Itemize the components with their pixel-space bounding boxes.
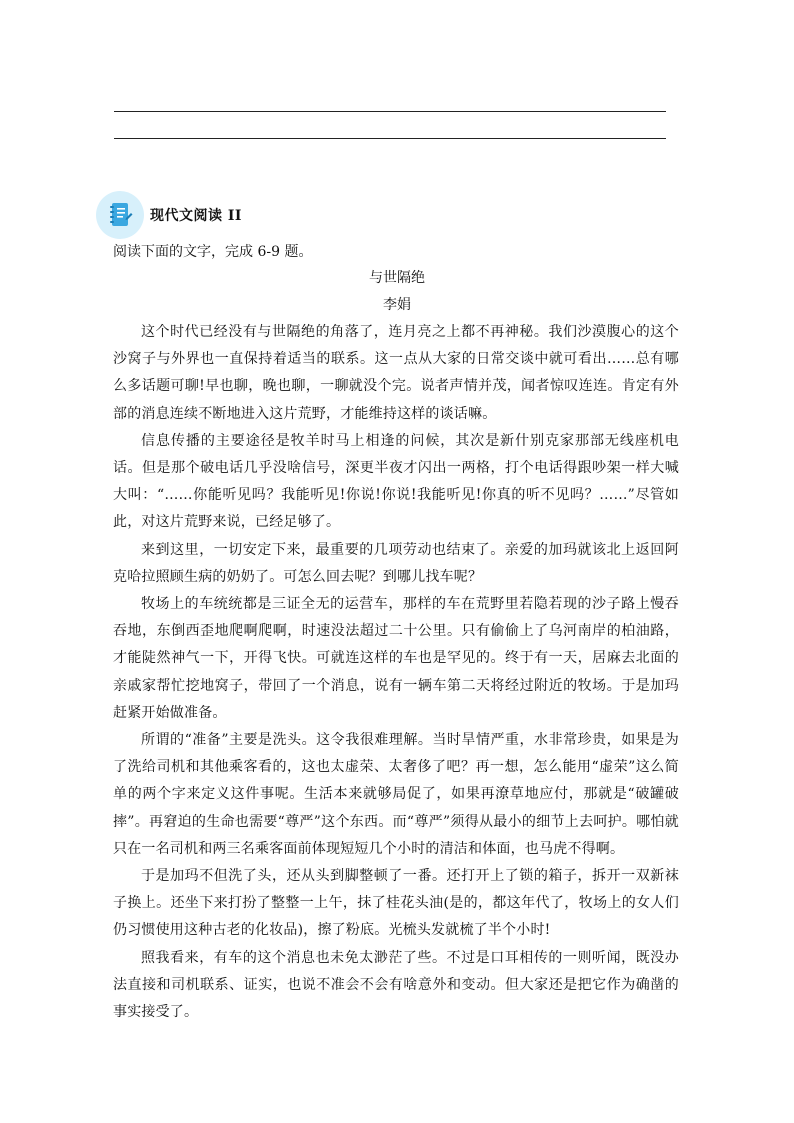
article-author: 李娟 bbox=[383, 297, 411, 313]
article-paragraph: 来到这里，一切安定下来，最重要的几项劳动也结束了。亲爱的加玛就该北上返回阿克哈拉照顾生病的奶奶了。可怎么回去呢？到哪儿找车呢？ bbox=[113, 541, 679, 585]
section-title: 现代文阅读 II bbox=[150, 208, 242, 224]
answer-line-1 bbox=[114, 111, 666, 112]
section-header bbox=[96, 190, 242, 240]
article-body bbox=[113, 319, 679, 1026]
section-badge bbox=[96, 191, 144, 239]
article-paragraph: 这个时代已经没有与世隔绝的角落了，连月亮之上都不再神秘。我们沙漠腹心的这个沙窝子与外界也一直保持着适当的联系。这一点从大家的日常交谈中就可看出……总有哪么多话题可聊!早也聊，晚也聊，一聊就没个完。说者声情并茂，闻者惊叹连连。肯定有外部的消息连续不断地进入这片荒野，才能维持这样的谈话嘛。 bbox=[113, 324, 679, 422]
article-title: 与世隔绝 bbox=[369, 270, 425, 286]
article-paragraph: 于是加玛不但洗了头，还从头到脚整顿了一番。还打开上了锁的箱子，拆开一双新袜子换上。还坐下来打扮了整整一上午，抹了桂花头油(是的，都这年代了，牧场上的女人们仍习惯使用这种古老的化妆品)，擦了粉底。光梳头发就梳了半个小时! bbox=[113, 868, 679, 939]
article-paragraph: 信息传播的主要途径是牧羊时马上相逢的问候，其次是新什别克家那部无线座机电话。但是那个破电话几乎没啥信号，深更半夜才闪出一两格，打个电话得跟吵架一样大喊大叫：“……你能听见吗？我能听见!你说!你说!我能听见!你真的听不见吗？……”尽管如此，对这片荒野来说，已经足够了。 bbox=[113, 432, 679, 531]
article-paragraph: 照我看来，有车的这个消息也未免太渺茫了些。不过是口耳相传的一则听闻，既没办法直接和司机联系、证实，也说不准会不会有啥意外和变动。但大家还是把它作为确凿的事实接受了。 bbox=[113, 949, 679, 1021]
article-paragraph: 牧场上的车统统都是三证全无的运营车，那样的车在荒野里若隐若现的沙子路上慢吞吞地，东倒西歪地爬啊爬啊，时速没法超过二十公里。只有偷偷上了乌河南岸的柏油路，才能陡然神气一下，开得飞快。可就连这样的车也是罕见的。终于有一天，居麻去北面的亲戚家帮忙挖地窝子，带回了一个消息，说有一辆车第二天将经过附近的牧场。于是加玛赶紧开始做准备。 bbox=[113, 596, 679, 721]
article-paragraph: 所谓的“准备”主要是洗头。这令我很难理解。当时旱情严重，水非常珍贵，如果是为了洗给司机和其他乘客看的，这也太虚荣、太奢侈了吧？再一想，怎么能用“虚荣”这么简单的两个字来定义这件事呢。生活本来就够局促了，如果再潦草地应付，那就是“破罐破摔”。再窘迫的生命也需要“尊严”这个东西。而“尊严”须得从最小的细节上去呵护。哪怕就只在一名司机和两三名乘客面前体现短短几个小时的清洁和体面，也马虎不得啊。 bbox=[113, 732, 679, 857]
instruction-text: 阅读下面的文字，完成 6-9 题。 bbox=[113, 244, 313, 260]
notebook-icon bbox=[107, 201, 133, 229]
answer-line-2 bbox=[114, 138, 666, 139]
